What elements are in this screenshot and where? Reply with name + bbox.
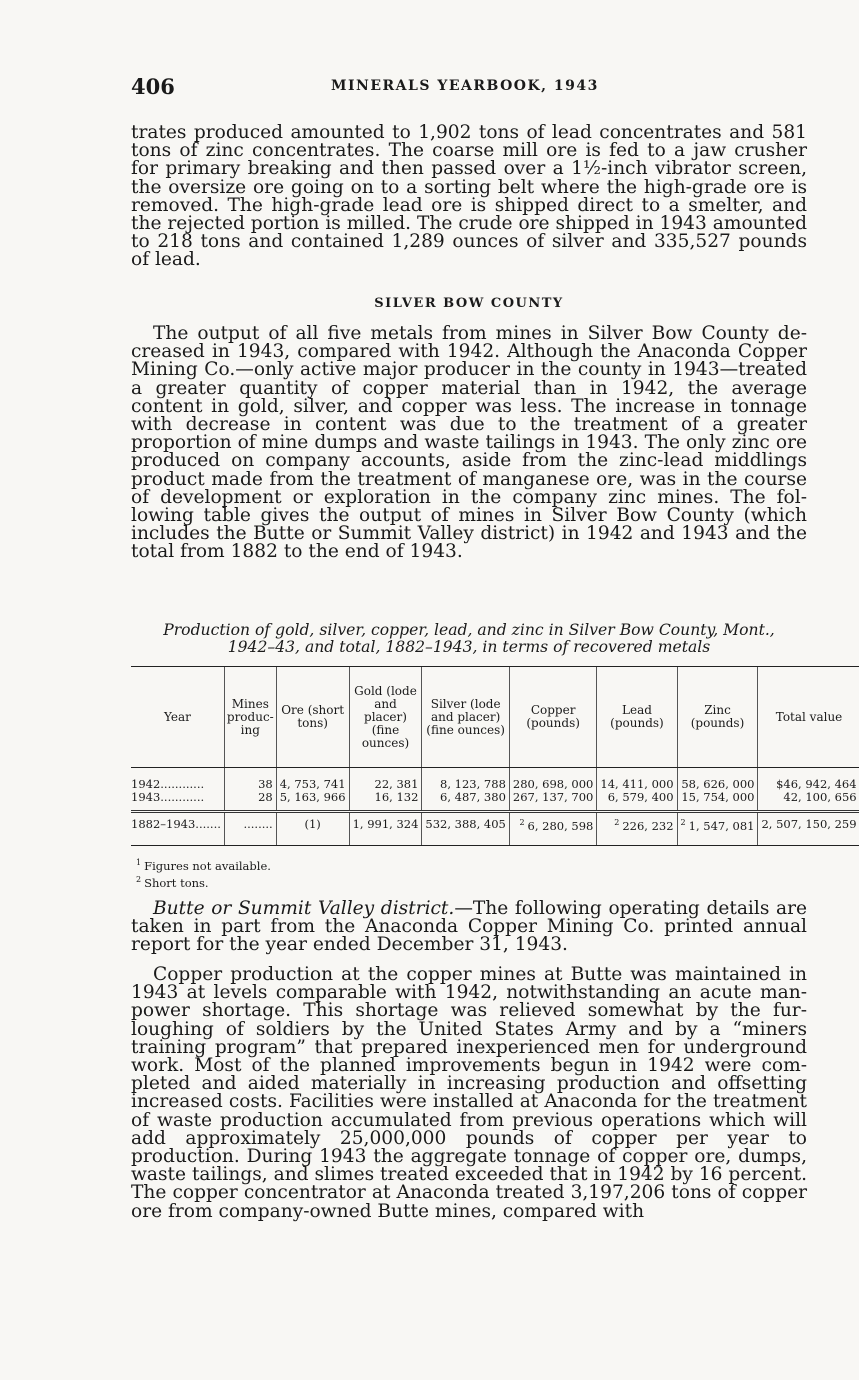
section-heading: SILVER BOW COUNTY	[374, 296, 564, 311]
table-caption-line-2: 1942–43, and total, 1882–1943, in terms of recovered metals	[227, 638, 711, 656]
paragraph-butte-district	[131, 900, 807, 955]
cell-ore: (1)	[276, 812, 349, 846]
cell-year: 1943............	[131, 790, 205, 804]
cell-mines: ........	[224, 812, 276, 846]
paragraph-silver-bow-intro: The output of all five metals from mines in Silver Bow County decreased in 1943, compared with 1942. Although the Anaconda Copper Mining Co.—only active major producer in the county in 1943—treated a greater quantity of copper material than in 1942, the average content in gold, silver, and copper was less. The increase in tonnage with decrease in content was due to the treatment of a greater proportion of mine dumps and waste tailings in 1943. The only zinc ore produced on company accounts, aside from the zinc-lead middlings product made from the treatment of manganese ore, was in the course of development or exploration in the company zinc mines. The following table gives the output of mines in Silver Bow County (which includes the Butte or Summit Valley district) in 1942 and 1943 and the total from 1882 to the end of 1943.	[131, 323, 807, 563]
table-caption	[131, 622, 807, 656]
cell-copper: 280, 698, 000	[509, 768, 596, 792]
cell-silver: 532, 388, 405	[422, 812, 509, 846]
paragraph-run-in-heading: Butte or Summit Valley district.	[153, 898, 455, 919]
footnote: $^2$ Short tons.	[136, 874, 209, 890]
cell-total-value: 42, 100, 656	[758, 791, 859, 812]
cell-year: 1882–1943.......	[131, 812, 224, 846]
paragraph-copper-production: Copper production at the copper mines at Butte was maintained in 1943 at levels comparable with 1942, notwithstanding an acute manpower shortage. This shortage was relieved somewhat by the furloughing of soldiers by the United States Army and by a “miners training program” that prepared inexperienced men for underground work. Most of the planned improvements begun in 1942 were completed and aided materially in increasing production and offsetting increased costs. Facilities were installed at Anaconda for the treatment of waste production accumulated from previous operations which will add approximately 25,000,000 pounds of copper per year to production. During 1943 the aggregate tonnage of copper ore, dumps, waste tailings, and slimes treated exceeded that in 1942 by 16 percent. The copper concentrator at Anaconda treated 3,197,206 tons of copper ore from company-owned Butte mines, compared with	[131, 964, 807, 1222]
cell-silver: 6, 487, 380	[422, 791, 509, 812]
header-mines-producing: Mines produc-ing	[224, 667, 276, 768]
header-lead: Lead (pounds)	[597, 667, 677, 768]
cell-zinc: $^2$ 1, 547, 081	[677, 812, 758, 846]
table-row	[131, 768, 859, 792]
table-total-row	[131, 812, 859, 846]
cell-gold: 1, 991, 324	[349, 812, 422, 846]
header-copper: Copper (pounds)	[509, 667, 596, 768]
page-header	[131, 74, 811, 104]
page-number: 406	[131, 74, 175, 99]
cell-mines: 38	[224, 768, 276, 792]
cell-gold: 16, 132	[349, 791, 422, 812]
running-title: MINERALS YEARBOOK, 1943	[331, 78, 599, 94]
cell-silver: 8, 123, 788	[422, 768, 509, 792]
cell-copper: 267, 137, 700	[509, 791, 596, 812]
paragraph-continuation: trates produced amounted to 1,902 tons of lead concentrates and 581 tons of zinc concentrates. The coarse mill ore is fed to a jaw crusher for primary breaking and then passed over a 1½-inch vibrator screen, the oversize ore going on to a sorting belt where the high-grade ore is removed. The high-grade lead ore is shipped direct to a smelter, and the rejected portion is milled. The crude ore shipped in 1943 amounted to 218 tons and contained 1,289 ounces of silver and 335,527 pounds of lead.	[131, 122, 807, 271]
cell-lead: 14, 411, 000	[597, 768, 677, 792]
paragraph-body: —The following operating details are taken in part from the Anaconda Copper Mining Co. printed annual report for the year ended December 31, 1943.	[131, 898, 807, 956]
footnote: $^1$ Figures not available.	[136, 858, 271, 873]
header-total-value: Total value	[758, 667, 859, 768]
table-header-row	[131, 667, 859, 768]
cell-zinc: 15, 754, 000	[677, 791, 758, 812]
cell-copper: $^2$ 6, 280, 598	[509, 812, 596, 846]
table-footnotes	[136, 856, 536, 890]
cell-total-value: $46, 942, 464	[758, 768, 859, 792]
cell-zinc: 58, 626, 000	[677, 768, 758, 792]
production-table	[131, 666, 859, 846]
cell-lead: 6, 579, 400	[597, 791, 677, 812]
footnote-ref: 2	[680, 818, 686, 827]
header-ore: Ore (short tons)	[276, 667, 349, 768]
cell-ore: 4, 753, 741	[276, 768, 349, 792]
footnote-ref: 2	[519, 818, 525, 827]
footnote-ref: 2	[614, 818, 620, 827]
cell-year: 1942............	[131, 777, 205, 791]
footnote-ref: 1	[308, 816, 317, 831]
header-silver: Silver (lode and placer) (fine ounces)	[422, 667, 509, 768]
cell-lead: $^2$ 226, 232	[597, 812, 677, 846]
cell-gold: 22, 381	[349, 768, 422, 792]
table-row	[131, 791, 859, 812]
header-zinc: Zinc (pounds)	[677, 667, 758, 768]
header-year: Year	[131, 667, 224, 768]
production-table-container	[131, 666, 857, 846]
cell-total-value: 2, 507, 150, 259	[758, 812, 859, 846]
header-gold: Gold (lode and placer) (fine ounces)	[349, 667, 422, 768]
table-caption-line-1: Production of gold, silver, copper, lead, and zinc in Silver Bow County, Mont.,	[163, 621, 775, 639]
cell-ore: 5, 163, 966	[276, 791, 349, 812]
cell-mines: 28	[224, 791, 276, 812]
